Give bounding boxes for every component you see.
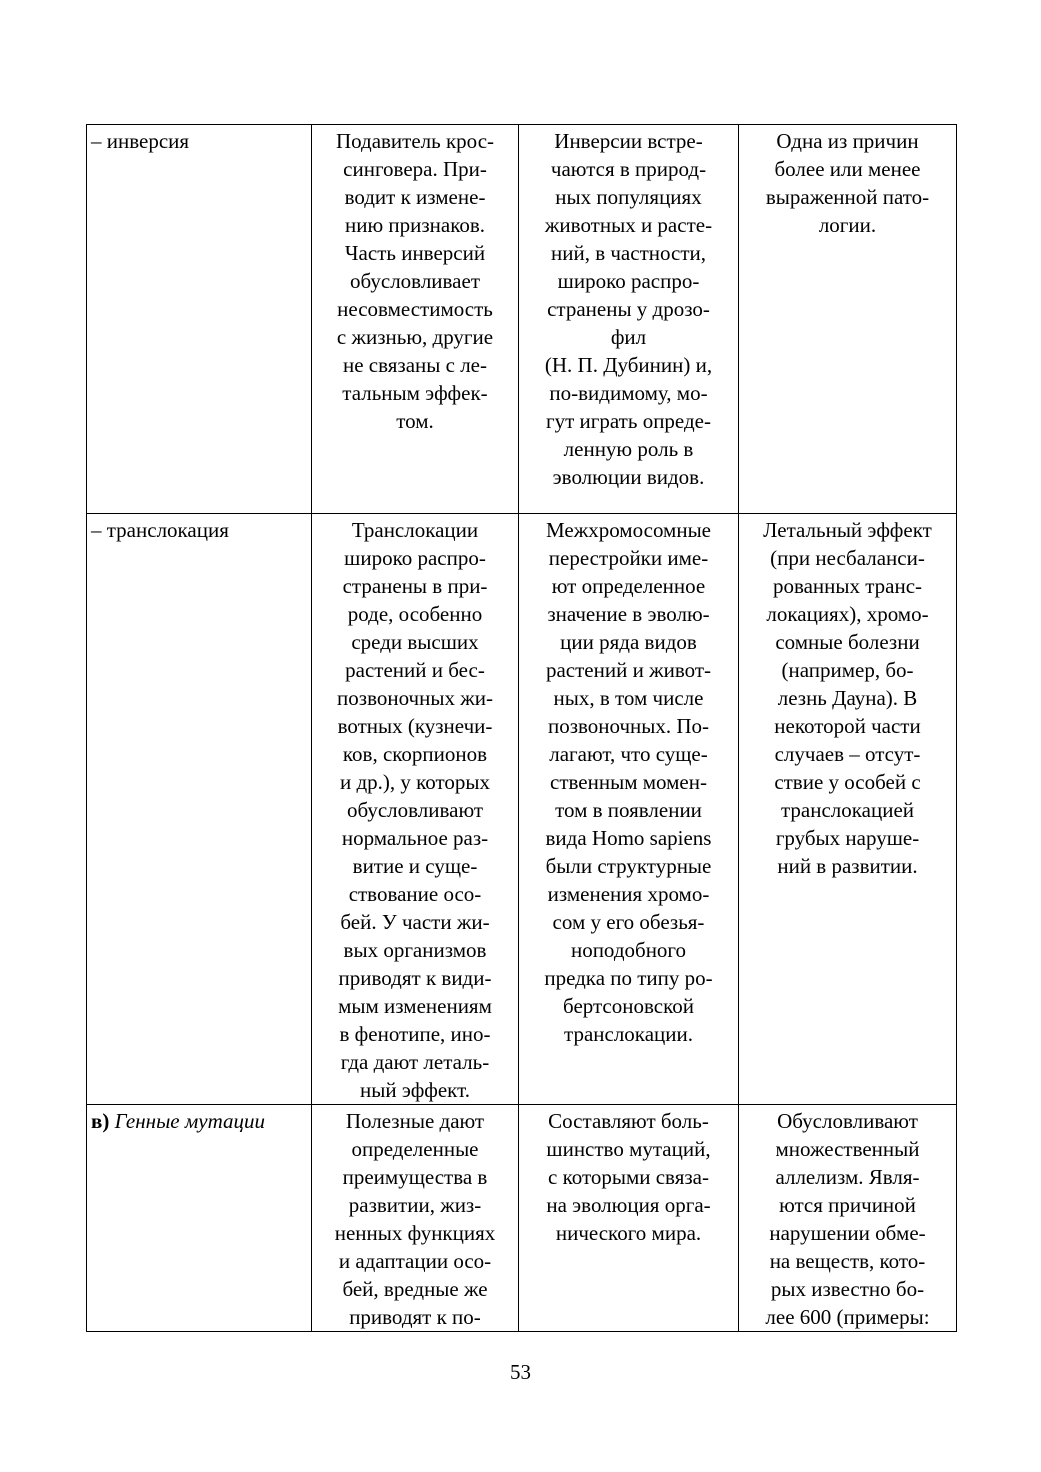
cell-line: преимущества в — [342, 1165, 488, 1189]
cell-line: рованных транс- — [772, 574, 923, 598]
cell-line: ют определенное — [551, 574, 706, 598]
cell-line: значение в эволю- — [547, 602, 710, 626]
cell-line: и адаптации осо- — [338, 1249, 492, 1273]
cell-line: вых организмов — [343, 938, 487, 962]
cell-line: водит к измене- — [344, 185, 486, 209]
cell-line: приводят к по- — [349, 1305, 481, 1329]
cell-line: были структурные — [545, 854, 712, 878]
cell-line: Транслокации — [351, 518, 479, 542]
cell-line: (например, бо- — [781, 658, 914, 682]
row-label-cell — [87, 125, 312, 514]
cell-line: на веществ, кото- — [769, 1249, 926, 1273]
row-label-prefix: в) — [91, 1109, 110, 1133]
row-label: – инверсия — [91, 129, 190, 153]
cell-line: чаются в природ- — [550, 157, 707, 181]
cell-line: несовместимость — [337, 297, 493, 321]
mutations-table — [86, 124, 957, 1332]
cell-line: (Н. П. Дубинин) и, — [544, 353, 713, 377]
cell-line: нического мира. — [555, 1221, 702, 1245]
cell-line: ных популяциях — [555, 185, 702, 209]
cell-line: ствование осо- — [348, 882, 482, 906]
cell-line: случаев – отсут- — [774, 742, 921, 766]
cell-line: лее 600 (примеры: — [765, 1305, 930, 1329]
cell-line: перестройки име- — [548, 546, 709, 570]
cell-pathology — [739, 1105, 957, 1332]
cell-line: аллелизм. Явля- — [775, 1165, 920, 1189]
cell-line: более или менее — [774, 157, 921, 181]
cell-line: Обусловливают — [777, 1109, 918, 1133]
cell-evolution — [519, 514, 739, 1105]
table-row-inversion — [87, 125, 957, 514]
cell-line: животных и расте- — [544, 213, 713, 237]
cell-line: рых известно бо- — [770, 1277, 925, 1301]
cell-line: Межхромосомные — [545, 518, 712, 542]
cell-line: лагают, что суще- — [549, 742, 708, 766]
cell-line: нию признаков. — [344, 213, 486, 237]
cell-line: растений и бес- — [345, 658, 485, 682]
cell-line: выраженной пато- — [765, 185, 930, 209]
cell-evolution — [519, 1105, 739, 1332]
cell-line: ных, в том числе — [553, 686, 704, 710]
cell-line: определенные — [351, 1137, 479, 1161]
cell-line: ственным момен- — [550, 770, 707, 794]
cell-line: том. — [396, 409, 434, 433]
cell-line: по-видимому, мо- — [549, 381, 708, 405]
cell-line: изменения хромо- — [547, 882, 710, 906]
cell-line: гут играть опреде- — [546, 409, 711, 433]
cell-significance — [312, 1105, 519, 1332]
cell-pathology — [739, 125, 957, 514]
cell-line: транслокацией — [780, 798, 915, 822]
cell-line: лезнь Дауна). В — [777, 686, 918, 710]
cell-line: множественный — [775, 1137, 920, 1161]
cell-line: ноподобного — [570, 938, 687, 962]
cell-line: странены у дрозо- — [547, 297, 710, 321]
cell-line: мым изменениям — [338, 994, 492, 1018]
cell-line: бей, вредные же — [342, 1277, 488, 1301]
cell-line: предка по типу ро- — [544, 966, 713, 990]
cell-line: витие и суще- — [352, 854, 478, 878]
cell-line: развитии, жиз- — [348, 1193, 482, 1217]
cell-line: некоторой части — [774, 714, 921, 738]
page-number: 53 — [510, 1360, 531, 1384]
cell-line: нормальное раз- — [341, 826, 489, 850]
cell-line: приводят к види- — [338, 966, 492, 990]
cell-line: Часть инверсий — [344, 241, 486, 265]
cell-line: на эволюция орга- — [546, 1193, 711, 1217]
cell-line: с жизнью, другие — [336, 325, 494, 349]
row-label-italic: Генные мутации — [114, 1109, 266, 1133]
cell-line: нарушении обме- — [769, 1221, 926, 1245]
cell-pathology — [739, 514, 957, 1105]
cell-line: широко распро- — [557, 269, 700, 293]
cell-line: ков, скорпионов — [342, 742, 488, 766]
cell-line: ний, в частности, — [550, 241, 706, 265]
cell-line: растений и живот- — [545, 658, 711, 682]
cell-line: не связаны с ле- — [342, 353, 487, 377]
cell-line: ствие у особей с — [774, 770, 921, 794]
cell-line: роде, особенно — [347, 602, 483, 626]
cell-line: ются причиной — [779, 1193, 916, 1217]
cell-line: среди высших — [351, 630, 479, 654]
row-label-cell — [87, 1105, 312, 1332]
cell-line: логии. — [818, 213, 877, 237]
cell-line: шинство мутаций, — [546, 1137, 711, 1161]
cell-line: в фенотипе, ино- — [339, 1022, 491, 1046]
cell-line: вотных (кузнечи- — [337, 714, 493, 738]
cell-line: Полезные дают — [345, 1109, 485, 1133]
cell-line: ленную роль в — [563, 437, 694, 461]
cell-line: синговера. При- — [343, 157, 487, 181]
cell-line: с которыми связа- — [548, 1165, 709, 1189]
cell-line: Составляют боль- — [548, 1109, 709, 1133]
cell-line: позвоночных жи- — [337, 686, 493, 710]
cell-line: ний в развитии. — [777, 854, 918, 878]
cell-line: и др.), у которых — [339, 770, 491, 794]
cell-line: ции ряда видов — [560, 630, 697, 654]
table-row-gene-mutations — [87, 1105, 957, 1332]
cell-line: гда дают леталь- — [340, 1050, 490, 1074]
cell-line: Инверсии встре- — [554, 129, 703, 153]
cell-line: локациях), хромо- — [766, 602, 929, 626]
cell-line: позвоночных. По- — [547, 714, 710, 738]
cell-line: Летальный эффект — [763, 518, 932, 542]
cell-line: том в появлении — [555, 798, 702, 822]
row-label-cell — [87, 514, 312, 1105]
cell-line: бей. У части жи- — [340, 910, 490, 934]
cell-line: грубых наруше- — [775, 826, 920, 850]
cell-line: Одна из причин — [776, 129, 919, 153]
cell-evolution — [519, 125, 739, 514]
cell-line: широко распро- — [344, 546, 486, 570]
cell-line: бертсоновской — [563, 994, 694, 1018]
cell-line: тальным эффек- — [342, 381, 488, 405]
cell-line: странены в при- — [342, 574, 488, 598]
cell-line: сом у его обезья- — [552, 910, 705, 934]
table-row-translocation — [87, 514, 957, 1105]
cell-significance — [312, 514, 519, 1105]
cell-line: фил — [610, 325, 647, 349]
cell-line: транслокации. — [564, 1022, 693, 1046]
cell-line: сомные болезни — [775, 630, 920, 654]
row-label: – транслокация — [91, 518, 229, 542]
cell-line: (при несбаланси- — [770, 546, 925, 570]
cell-line: Подавитель крос- — [335, 129, 495, 153]
cell-line: обусловливают — [346, 798, 484, 822]
cell-significance — [312, 125, 519, 514]
cell-line: обусловливает — [350, 269, 480, 293]
cell-line: эволюции видов. — [552, 465, 705, 489]
cell-line: вида Homo sapiens — [545, 826, 712, 850]
cell-line: ный эффект. — [360, 1078, 470, 1102]
cell-line: ненных функциях — [334, 1221, 496, 1245]
